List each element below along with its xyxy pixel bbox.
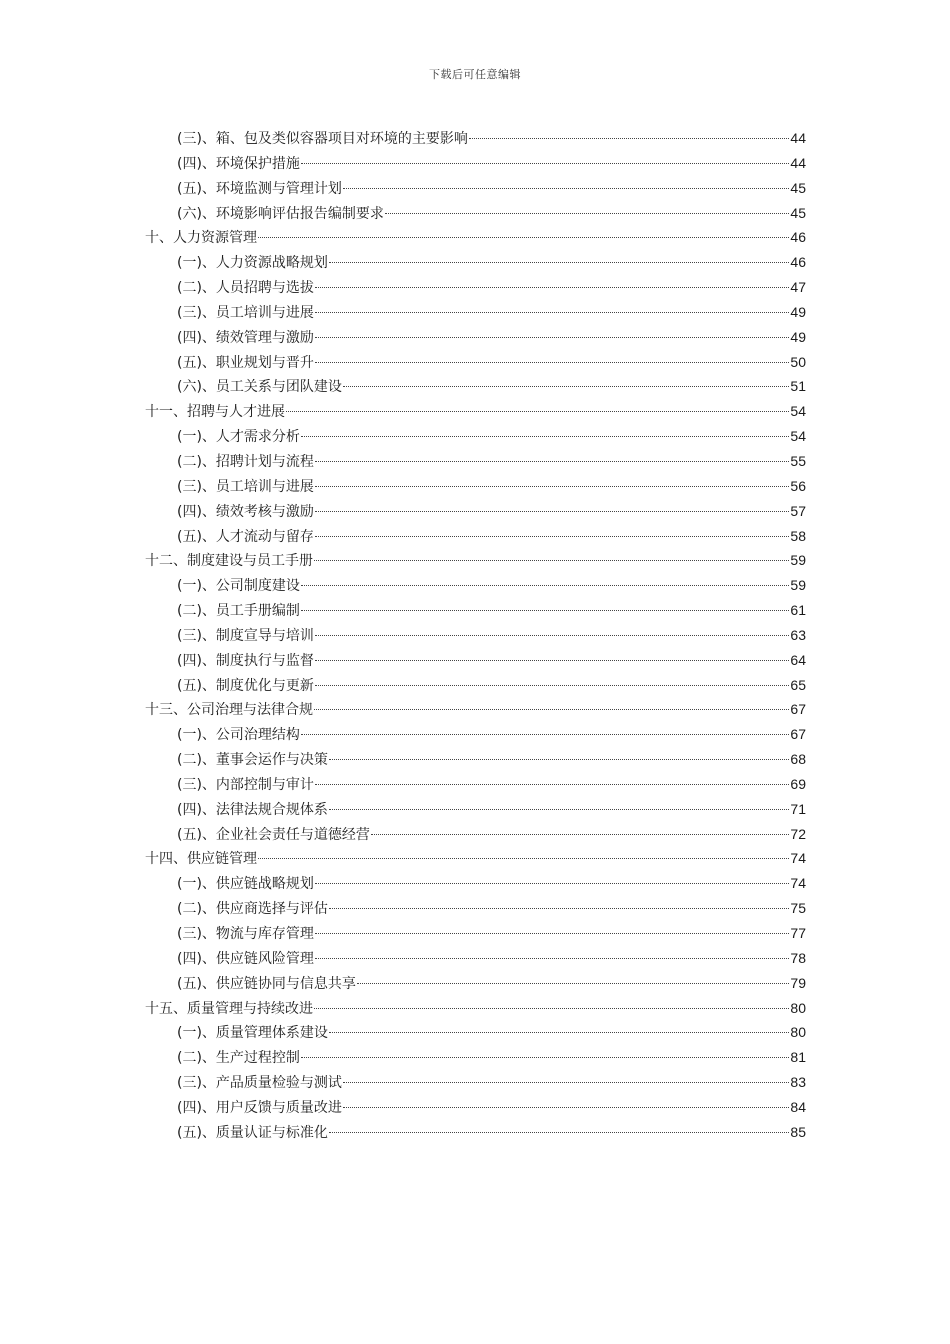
toc-entry-label: (五)、企业社会责任与道德经营 [177,826,370,843]
toc-section-entry[interactable] [145,1020,806,1045]
toc-page-number: 47 [790,279,806,296]
toc-chapter-entry[interactable] [145,697,806,722]
toc-dot-leader [258,858,789,859]
toc-entry-label: (一)、公司制度建设 [177,578,300,595]
toc-dot-leader [469,138,789,139]
toc-page-number: 72 [790,825,806,842]
toc-dot-leader [315,312,789,313]
toc-entry-label: (一)、供应链战略规划 [177,876,314,893]
toc-dot-leader [315,486,789,487]
toc-section-entry[interactable] [145,822,806,847]
toc-page-number: 74 [790,850,806,867]
toc-dot-leader [329,1132,789,1133]
toc-page-number: 80 [790,999,806,1016]
toc-page-number: 49 [790,328,806,345]
toc-dot-leader [385,213,789,214]
toc-section-entry[interactable] [145,499,806,524]
toc-dot-leader [343,386,789,387]
toc-dot-leader [314,709,789,710]
toc-page-number: 81 [790,1049,806,1066]
toc-page-number: 78 [790,949,806,966]
toc-page-number: 59 [790,552,806,569]
toc-dot-leader [315,958,789,959]
toc-section-entry[interactable] [145,871,806,896]
toc-entry-label: (六)、环境影响评估报告编制要求 [177,205,384,222]
toc-page-number: 54 [790,403,806,420]
toc-section-entry[interactable] [145,1070,806,1095]
toc-page-number: 50 [790,353,806,370]
toc-entry-label: (四)、用户反馈与质量改进 [177,1099,342,1116]
toc-entry-label: (五)、人才流动与留存 [177,528,314,545]
toc-page-number: 74 [790,875,806,892]
toc-entry-label: 十一、招聘与人才进展 [145,404,285,421]
toc-section-entry[interactable] [145,126,806,151]
toc-entry-label: (一)、公司治理结构 [177,727,300,744]
toc-entry-label: (四)、绩效考核与激励 [177,503,314,520]
toc-entry-label: (二)、员工手册编制 [177,603,300,620]
toc-section-entry[interactable] [145,921,806,946]
toc-entry-label: (四)、法律法规合规体系 [177,801,328,818]
toc-page-number: 63 [790,626,806,643]
toc-section-entry[interactable] [145,896,806,921]
toc-dot-leader [258,237,789,238]
toc-page-number: 68 [790,751,806,768]
toc-page-number: 58 [790,527,806,544]
toc-entry-label: (三)、内部控制与审计 [177,776,314,793]
toc-page-number: 85 [790,1123,806,1140]
toc-entry-label: (五)、环境监测与管理计划 [177,180,342,197]
toc-section-entry[interactable] [145,151,806,176]
toc-section-entry[interactable] [145,176,806,201]
toc-page-number: 79 [790,974,806,991]
toc-page-number: 83 [790,1074,806,1091]
toc-section-entry[interactable] [145,250,806,275]
toc-dot-leader [315,362,789,363]
toc-entry-label: (五)、供应链协同与信息共享 [177,975,356,992]
toc-entry-label: (三)、员工培训与进展 [177,304,314,321]
toc-section-entry[interactable] [145,971,806,996]
toc-section-entry[interactable] [145,201,806,226]
toc-section-entry[interactable] [145,573,806,598]
toc-section-entry[interactable] [145,1095,806,1120]
toc-dot-leader [329,262,789,263]
toc-dot-leader [315,461,789,462]
toc-entry-label: (二)、供应商选择与评估 [177,901,328,918]
toc-dot-leader [315,337,789,338]
toc-entry-label: (三)、制度宣导与培训 [177,627,314,644]
toc-section-entry[interactable] [145,673,806,698]
toc-page-number: 84 [790,1098,806,1115]
toc-entry-label: (五)、制度优化与更新 [177,677,314,694]
toc-section-entry[interactable] [145,747,806,772]
toc-entry-label: (三)、产品质量检验与测试 [177,1075,342,1092]
toc-section-entry[interactable] [145,598,806,623]
toc-entry-label: (三)、箱、包及类似容器项目对环境的主要影响 [177,131,468,147]
toc-dot-leader [315,933,789,934]
toc-dot-leader [315,784,789,785]
toc-dot-leader [315,287,789,288]
toc-page-number: 49 [790,303,806,320]
toc-page-number: 61 [790,602,806,619]
toc-section-entry[interactable] [145,524,806,549]
toc-page-number: 56 [790,477,806,494]
toc-section-entry[interactable] [145,722,806,747]
toc-page-number: 55 [790,452,806,469]
toc-entry-label: (五)、质量认证与标准化 [177,1124,328,1141]
toc-dot-leader [315,660,789,661]
toc-entry-label: 十三、公司治理与法律合规 [145,702,313,719]
toc-dot-leader [357,983,789,984]
toc-entry-label: (四)、制度执行与监督 [177,652,314,669]
toc-dot-leader [301,163,789,164]
toc-entry-label: 十二、制度建设与员工手册 [145,553,313,570]
toc-section-entry[interactable] [145,1120,806,1145]
toc-section-entry[interactable] [145,946,806,971]
toc-dot-leader [314,1008,789,1009]
toc-page-number: 77 [790,925,806,941]
page-header: 下载后可任意编辑 [429,68,521,81]
toc-entry-label: (二)、董事会运作与决策 [177,752,328,769]
toc-page-number: 69 [790,775,806,792]
toc-entry-label: (三)、员工培训与进展 [177,478,314,495]
toc-section-entry[interactable] [145,1045,806,1070]
toc-dot-leader [314,560,789,561]
toc-section-entry[interactable] [145,449,806,474]
toc-dot-leader [329,1032,789,1033]
toc-chapter-entry[interactable] [145,399,806,424]
toc-dot-leader [301,1057,789,1058]
toc-section-entry[interactable] [145,797,806,822]
toc-entry-label: (三)、物流与库存管理 [177,926,314,942]
toc-section-entry[interactable] [145,474,806,499]
toc-entry-label: (二)、生产过程控制 [177,1050,300,1067]
toc-page-number: 44 [790,130,806,146]
toc-dot-leader [371,834,789,835]
toc-entry-label: (四)、绩效管理与激励 [177,329,314,346]
toc-dot-leader [315,883,789,884]
toc-dot-leader [315,511,789,512]
toc-chapter-entry[interactable] [145,548,806,573]
toc-entry-label: (四)、供应链风险管理 [177,950,314,967]
toc-page-number: 65 [790,676,806,693]
toc-dot-leader [301,610,789,611]
toc-page-number: 45 [790,204,806,221]
toc-page-number: 46 [790,229,806,246]
toc-page-number: 45 [790,179,806,196]
toc-dot-leader [329,908,789,909]
toc-entry-label: 十四、供应链管理 [145,851,257,868]
toc-dot-leader [301,436,789,437]
toc-dot-leader [343,188,789,189]
toc-dot-leader [329,809,789,810]
toc-dot-leader [343,1107,789,1108]
toc-page-number: 67 [790,701,806,718]
toc-page-number: 75 [790,900,806,917]
toc-dot-leader [315,685,789,686]
toc-dot-leader [301,734,789,735]
toc-dot-leader [315,635,789,636]
toc-entry-label: (二)、招聘计划与流程 [177,453,314,470]
toc-section-entry[interactable] [145,424,806,449]
toc-page-number: 44 [790,154,806,171]
toc-section-entry[interactable] [145,325,806,350]
toc-entry-label: (五)、职业规划与晋升 [177,354,314,371]
toc-section-entry[interactable] [145,300,806,325]
toc-chapter-entry[interactable] [145,846,806,871]
toc-entry-label: (一)、人力资源战略规划 [177,255,328,272]
toc-page-number: 57 [790,502,806,519]
toc-entry-label: 十、人力资源管理 [145,230,257,247]
toc-dot-leader [301,585,789,586]
toc-dot-leader [343,1082,789,1083]
toc-chapter-entry[interactable] [145,225,806,250]
toc-section-entry[interactable] [145,623,806,648]
toc-page-number: 67 [790,726,806,743]
toc-page-number: 64 [790,651,806,668]
toc-page-number: 51 [790,378,806,395]
toc-dot-leader [286,411,789,412]
toc-page-number: 71 [790,800,806,817]
toc-section-entry[interactable] [145,648,806,673]
toc-entry-label: (一)、质量管理体系建设 [177,1025,328,1042]
toc-page-number: 54 [790,428,806,445]
toc-entry-label: (二)、人员招聘与选拔 [177,280,314,297]
toc-page-number: 59 [790,577,806,594]
toc-chapter-entry[interactable] [145,996,806,1021]
toc-page-number: 80 [790,1024,806,1041]
toc-entry-label: (四)、环境保护措施 [177,155,300,172]
table-of-contents [145,126,806,1145]
toc-dot-leader [329,759,789,760]
toc-section-entry[interactable] [145,772,806,797]
toc-entry-label: 十五、质量管理与持续改进 [145,1000,313,1017]
toc-entry-label: (六)、员工关系与团队建设 [177,379,342,396]
toc-entry-label: (一)、人才需求分析 [177,429,300,446]
toc-section-entry[interactable] [145,275,806,300]
toc-section-entry[interactable] [145,350,806,375]
toc-dot-leader [315,536,789,537]
toc-page-number: 46 [790,254,806,271]
toc-section-entry[interactable] [145,374,806,399]
